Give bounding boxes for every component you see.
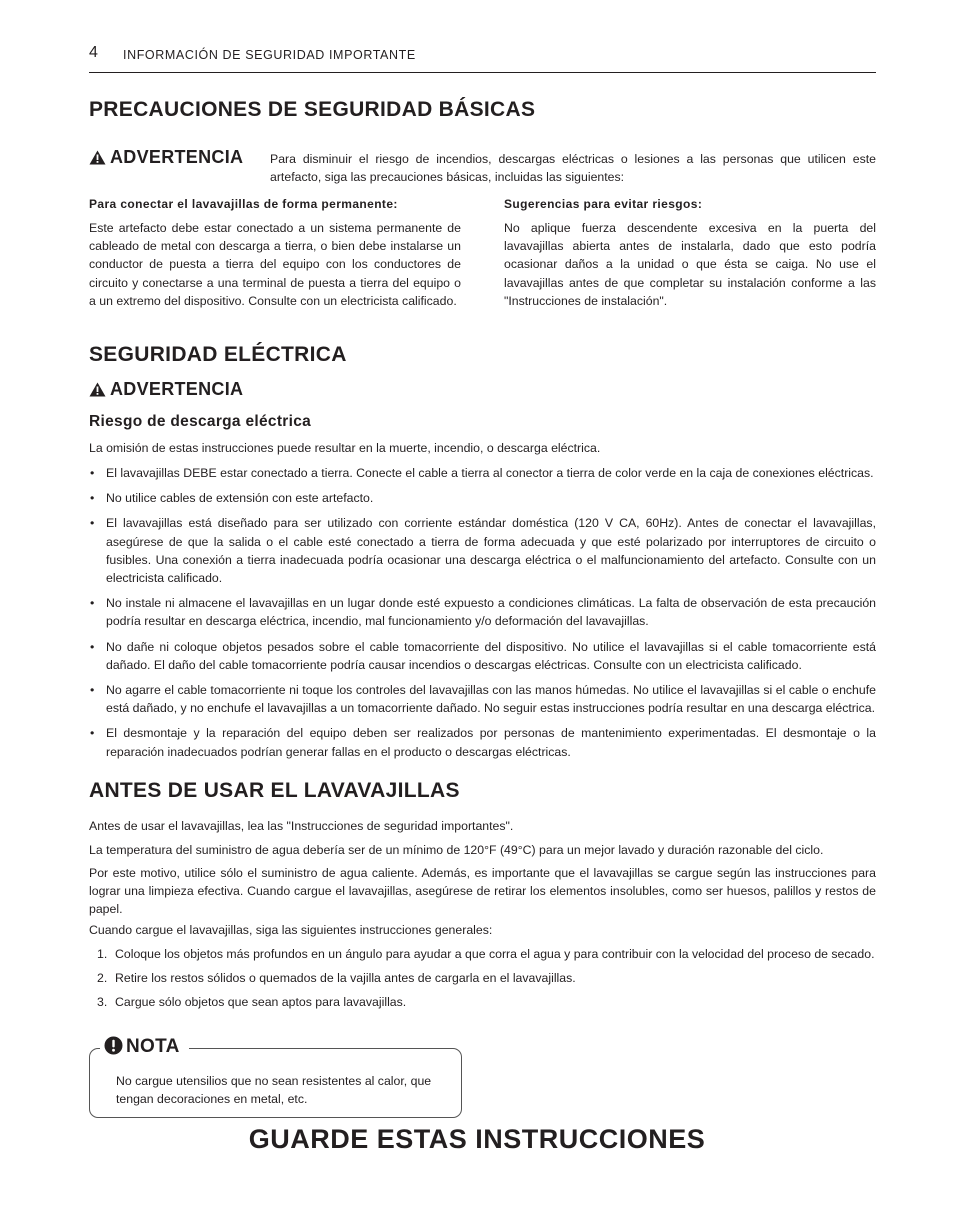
- right-column-heading: Sugerencias para evitar riesgos:: [504, 197, 703, 211]
- loading-steps-list: [89, 945, 876, 1018]
- list-item: • No instale ni almacene el lavavajillas en un lugar donde esté expuesto a condiciones climáticas. La falta de observación de esta precaución podría resultar en descarga eléctrica, incendio, mal funcionamiento y/o deformación del lavavajillas.: [89, 594, 876, 630]
- save-instructions-title: GUARDE ESTAS INSTRUCCIONES: [248, 1124, 706, 1154]
- list-item: • No utilice cables de extensión con este artefacto.: [89, 489, 876, 507]
- warning-triangle-icon: [89, 149, 106, 170]
- warning-label-2: [89, 379, 876, 402]
- before-use-p3: Por este motivo, utilice sólo el suministro de agua caliente. Además, es importante que el lavavajillas se cargue según las instrucciones para lograr una limpieza efectiva. Cuando cargue el lavavajillas, asegúrese de retirar los elementos insolubles, como ser huesos, palillos y restos de papel.: [89, 866, 876, 917]
- exclamation-icon: [104, 1036, 123, 1061]
- section-title-before-use: ANTES DE USAR EL LAVAVAJILLAS: [89, 779, 460, 802]
- warning-label-1: [89, 147, 259, 170]
- list-item: • No dañe ni coloque objetos pesados sobre el cable tomacorriente del dispositivo. No utilice el lavavajillas si el cable tomacorriente está dañado. El daño del cable tomacorriente podría causar incendios o descargas eléctricas. Consulte con un electricista calificado.: [89, 638, 876, 674]
- before-use-p1: Antes de usar el lavavajillas, lea las "Instrucciones de seguridad importantes".: [89, 819, 514, 833]
- list-item: • No agarre el cable tomacorriente ni toque los controles del lavavajillas con las manos húmedas. No utilice el lavavajillas si el cable o enchufe está dañado, y no enchufe el lavavajillas a un tomacorriente dañado. No seguir estas instrucciones podría resultar en una descarga eléctrica.: [89, 681, 876, 717]
- subtitle-electric-shock: Riesgo de descarga eléctrica: [89, 413, 312, 430]
- electrical-bullet-list: [89, 464, 876, 768]
- note-label: NOTA: [126, 1036, 180, 1057]
- warning-label-text: ADVERTENCIA: [110, 147, 244, 167]
- left-column-heading: Para conectar el lavavajillas de forma permanente:: [89, 197, 398, 211]
- right-column-text: No aplique fuerza descendente excesiva en la puerta del lavavajillas abierta antes de instalarla, dado que esto podría ocasionar daños a la unidad o que ésta se caiga. No use el lavavajillas antes de que completar su instalación conforme a las "Instrucciones de instalación".: [504, 221, 876, 308]
- list-item: 3. Cargue sólo objetos que sean aptos para lavavajillas.: [97, 995, 407, 1010]
- list-item: 1. Coloque los objetos más profundos en un ángulo para ayudar a que corra el agua y para contribuir con la velocidad del proceso de secado.: [97, 947, 875, 961]
- left-column-text: Este artefacto debe estar conectado a un sistema permanente de cableado de metal con descarga a tierra, o bien debe instalarse un conductor de puesta a tierra del equipo con los conductores de circuito y conectarse a una terminal de puesta a tierra del equipo o a un extremo del dispositivo. Consulte con un electricista calificado.: [89, 221, 461, 308]
- note-title: [100, 1036, 189, 1061]
- electrical-intro: La omisión de estas instrucciones puede resultar en la muerte, incendio, o descarga eléctrica.: [89, 441, 601, 455]
- section-title-electrical-safety: SEGURIDAD ELÉCTRICA: [89, 343, 347, 366]
- note-text: No cargue utensilios que no sean resistentes al calor, que tengan decoraciones en metal, etc.: [116, 1074, 432, 1107]
- page-number: 4: [89, 44, 98, 61]
- list-item: • El lavavajillas DEBE estar conectado a tierra. Conecte el cable a tierra al conector a tierra de color verde en la caja de conexiones eléctricas.: [89, 464, 876, 482]
- page-header: [89, 44, 876, 73]
- running-title: INFORMACIÓN DE SEGURIDAD IMPORTANTE: [123, 48, 416, 62]
- warning-triangle-icon: [89, 381, 106, 402]
- before-use-p2: La temperatura del suministro de agua debería ser de un mínimo de 120°F (49°C) para un mejor lavado y duración razonable del ciclo.: [89, 843, 824, 857]
- warning-label-text: ADVERTENCIA: [110, 379, 244, 399]
- section-title-basic-precautions: PRECAUCIONES DE SEGURIDAD BÁSICAS: [89, 98, 536, 121]
- list-item: 2. Retire los restos sólidos o quemados de la vajilla antes de cargarla en el lavavajillas.: [97, 971, 576, 986]
- list-item: • El desmontaje y la reparación del equipo deben ser realizados por personas de mantenimiento experimentadas. El desmontaje o la reparación inadecuados podrían generar fallas en el producto o descargas eléctricas.: [89, 724, 876, 760]
- list-item: • El lavavajillas está diseñado para ser utilizado con corriente estándar doméstica (120 V CA, 60Hz). Antes de conectar el lavavajillas, asegúrese de que la salida o el cable esté conectado a tierra de forma adecuada y que esté polarizado por interruptores de circuito o fusibles. Una conexión a tierra inadecuada podría ocasionar una descarga eléctrica o el malfuncionamiento del artefacto. Consulte con un electricista calificado.: [89, 514, 876, 587]
- before-use-p4: Cuando cargue el lavavajillas, siga las siguientes instrucciones generales:: [89, 923, 493, 937]
- warning-text-1: Para disminuir el riesgo de incendios, descargas eléctricas o lesiones a las personas que utilicen este artefacto, siga las precauciones básicas, incluidas las siguientes:: [270, 152, 876, 185]
